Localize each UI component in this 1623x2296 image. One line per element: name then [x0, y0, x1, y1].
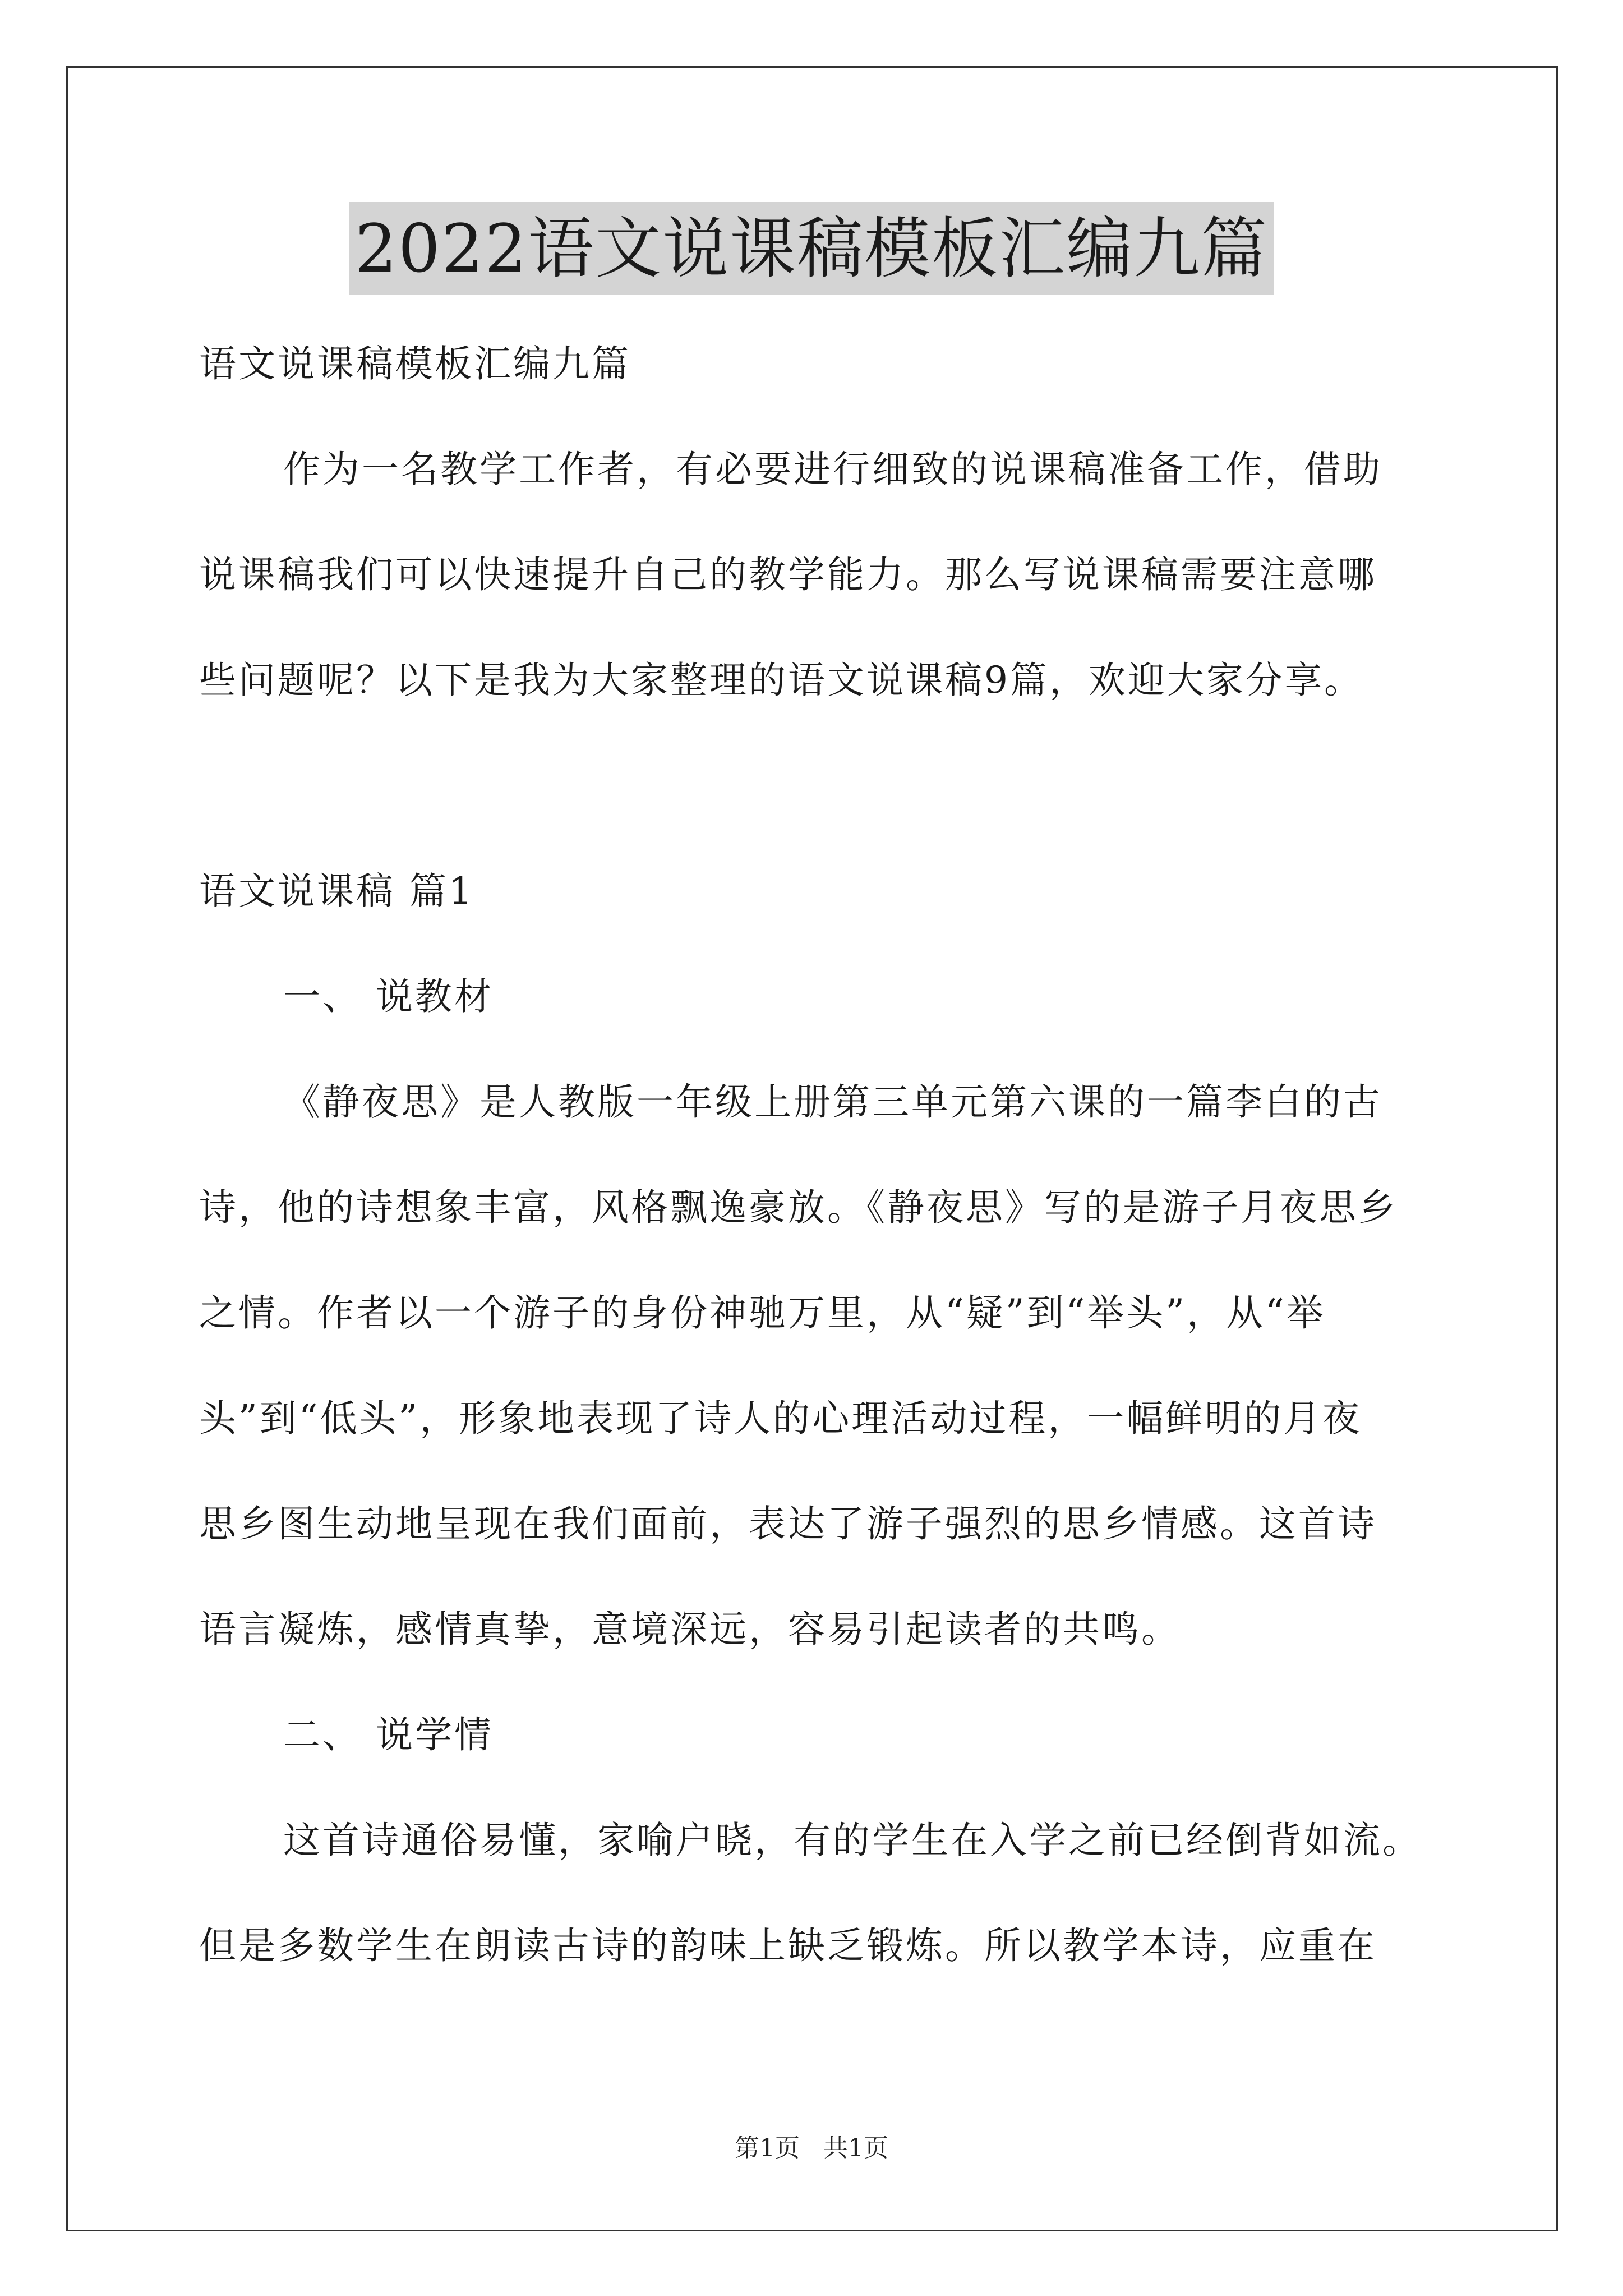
body-line: 头”到“低头”，形象地表现了诗人的心理活动过程，一幅鲜明的月夜 [199, 1397, 1362, 1440]
body-line: 之情。作者以一个游子的身份神驰万里，从“疑”到“举头”，从“举 [199, 1291, 1326, 1335]
body-line: 思乡图生动地呈现在我们面前，表达了游子强烈的思乡情感。这首诗 [199, 1502, 1377, 1545]
paragraph-gap [199, 733, 1455, 839]
part-heading: 一、 说教材 [283, 975, 494, 1018]
document-subtitle: 语文说课稿模板汇编九篇 [199, 342, 631, 385]
intro-line: 些问题呢？以下是我为大家整理的语文说课稿9篇，欢迎大家分享。 [199, 659, 1363, 702]
part-heading: 二、 说学情 [283, 1713, 494, 1756]
body-line: 这首诗通俗易懂，家喻户晓，有的学生在入学之前已经倒背如流。 [283, 1819, 1422, 1862]
intro-line: 作为一名教学工作者，有必要进行细致的说课稿准备工作，借助 [283, 448, 1382, 491]
body-line: 语言凝炼，感情真挚，意境深远，容易引起读者的共鸣。 [199, 1608, 1181, 1651]
page-number: 第1页 [735, 2134, 800, 2162]
document-title: 2022语文说课稿模板汇编九篇 [349, 202, 1274, 295]
document-body [199, 311, 1455, 1999]
body-line: 诗，他的诗想象丰富，风格飘逸豪放。《静夜思》写的是游子月夜思乡 [199, 1186, 1398, 1229]
title-area [0, 202, 1623, 295]
page-footer [0, 2132, 1623, 2165]
body-line: 但是多数学生在朗读古诗的韵味上缺乏锻炼。所以教学本诗，应重在 [199, 1924, 1377, 1967]
body-line: 《静夜思》是人教版一年级上册第三单元第六课的一篇李白的古 [283, 1080, 1382, 1124]
page-total: 共1页 [823, 2134, 888, 2162]
section-heading: 语文说课稿 篇1 [199, 869, 474, 913]
intro-line: 说课稿我们可以快速提升自己的教学能力。那么写说课稿需要注意哪 [199, 553, 1377, 596]
